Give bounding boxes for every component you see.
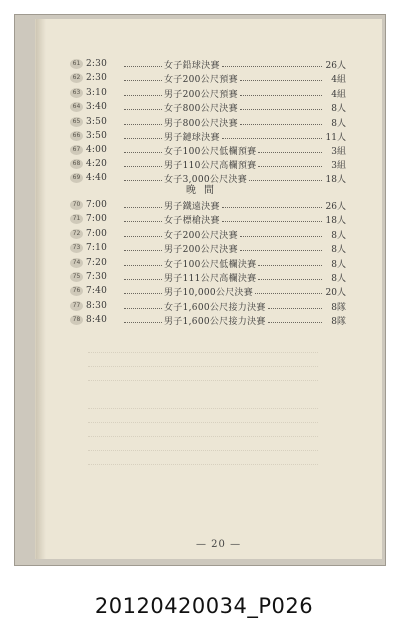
dot-leader xyxy=(124,244,162,251)
event-name: 女子3,000公尺決賽 xyxy=(164,174,248,185)
event-time: 7:00 xyxy=(86,200,108,210)
event-number-badge: 66 xyxy=(70,131,83,141)
schedule-row xyxy=(70,129,346,143)
dot-leader xyxy=(222,215,322,222)
dot-leader xyxy=(240,118,322,125)
dot-leader xyxy=(240,74,322,81)
event-time: 3:10 xyxy=(86,88,108,98)
dot-leader xyxy=(124,118,162,125)
event-time: 7:00 xyxy=(86,229,108,239)
dot-leader xyxy=(124,302,162,309)
schedule-row xyxy=(70,227,346,241)
event-number-badge: 67 xyxy=(70,145,83,155)
schedule-row xyxy=(70,256,346,270)
event-name: 男子110公尺高欄預賽 xyxy=(164,160,257,171)
schedule-row xyxy=(70,313,346,327)
event-time: 7:10 xyxy=(86,243,108,253)
page-number: — 20 — xyxy=(196,539,242,550)
event-number-badge: 77 xyxy=(70,301,83,311)
event-name: 女子1,600公尺接力決賽 xyxy=(164,302,266,313)
dot-leader xyxy=(124,201,162,208)
event-name: 男子800公尺決賽 xyxy=(164,118,238,129)
schedule-row xyxy=(70,299,346,313)
event-number-badge: 73 xyxy=(70,243,83,253)
event-entries: 8人 xyxy=(331,230,346,241)
page-spine-shadow xyxy=(36,19,46,559)
dot-leader xyxy=(240,244,322,251)
dot-leader xyxy=(268,302,322,309)
dot-leader xyxy=(124,146,162,153)
dot-leader xyxy=(249,174,322,181)
event-entries: 8人 xyxy=(331,103,346,114)
event-entries: 20人 xyxy=(325,287,346,298)
bleed-through-line xyxy=(88,366,318,368)
dot-leader xyxy=(258,259,322,266)
schedule-row xyxy=(70,284,346,298)
event-time: 2:30 xyxy=(86,73,108,83)
event-number-badge: 78 xyxy=(70,315,83,325)
dot-leader xyxy=(124,103,162,110)
dot-leader xyxy=(240,103,322,110)
event-time: 7:00 xyxy=(86,214,108,224)
dot-leader xyxy=(240,230,322,237)
dot-leader xyxy=(124,230,162,237)
bleed-through-line xyxy=(88,380,318,382)
dot-leader xyxy=(222,132,322,139)
event-number-badge: 72 xyxy=(70,229,83,239)
event-entries: 8人 xyxy=(331,118,346,129)
event-name: 女子鉛球決賽 xyxy=(164,60,220,71)
schedule-row xyxy=(70,143,346,157)
schedule-row xyxy=(70,57,346,71)
dot-leader xyxy=(124,215,162,222)
event-time: 8:30 xyxy=(86,301,108,311)
event-time: 7:30 xyxy=(86,272,108,282)
event-number-badge: 75 xyxy=(70,272,83,282)
event-time: 7:20 xyxy=(86,258,108,268)
event-entries: 18人 xyxy=(325,174,346,185)
event-entries: 3組 xyxy=(331,146,346,157)
bleed-through-line xyxy=(88,408,318,410)
dot-leader xyxy=(255,287,322,294)
event-number-badge: 76 xyxy=(70,286,83,296)
schedule-row xyxy=(70,86,346,100)
schedule-row xyxy=(70,241,346,255)
event-number-badge: 64 xyxy=(70,102,83,112)
event-entries: 3組 xyxy=(331,160,346,171)
dot-leader xyxy=(124,160,162,167)
event-number-badge: 62 xyxy=(70,73,83,83)
event-time: 7:40 xyxy=(86,286,108,296)
bleed-through-line xyxy=(88,436,318,438)
event-entries: 4組 xyxy=(331,74,346,85)
event-name: 男子鐵遠決賽 xyxy=(164,201,220,212)
archive-id-caption: 20120420034_P026 xyxy=(94,594,314,618)
dot-leader xyxy=(124,60,162,67)
event-entries: 8隊 xyxy=(331,316,346,327)
event-name: 女子標槍決賽 xyxy=(164,215,220,226)
dot-leader xyxy=(258,160,322,167)
dot-leader xyxy=(124,132,162,139)
event-time: 2:30 xyxy=(86,59,108,69)
schedule-row xyxy=(70,212,346,226)
bleed-through-line xyxy=(88,422,318,424)
event-number-badge: 71 xyxy=(70,214,83,224)
event-entries: 11人 xyxy=(325,132,346,143)
event-number-badge: 70 xyxy=(70,200,83,210)
schedule-row xyxy=(70,100,346,114)
dot-leader xyxy=(124,174,162,181)
schedule-row xyxy=(70,71,346,85)
event-name: 男子鏈球決賽 xyxy=(164,132,220,143)
event-time: 3:50 xyxy=(86,117,108,127)
dot-leader xyxy=(258,273,322,280)
schedule-row xyxy=(70,270,346,284)
event-time: 8:40 xyxy=(86,315,108,325)
event-entries: 18人 xyxy=(325,215,346,226)
dot-leader xyxy=(124,259,162,266)
schedule-row xyxy=(70,115,346,129)
event-number-badge: 69 xyxy=(70,173,83,183)
event-time: 3:40 xyxy=(86,102,108,112)
dot-leader xyxy=(124,287,162,294)
event-number-badge: 63 xyxy=(70,88,83,98)
dot-leader xyxy=(222,201,322,208)
event-time: 4:40 xyxy=(86,173,108,183)
event-entries: 26人 xyxy=(325,201,346,212)
dot-leader xyxy=(124,89,162,96)
event-time: 4:20 xyxy=(86,159,108,169)
dot-leader xyxy=(222,60,322,67)
event-number-badge: 74 xyxy=(70,258,83,268)
event-entries: 8隊 xyxy=(331,302,346,313)
event-time: 3:50 xyxy=(86,131,108,141)
dot-leader xyxy=(124,316,162,323)
schedule-row xyxy=(70,157,346,171)
event-name: 男子10,000公尺決賽 xyxy=(164,287,254,298)
bleed-through-line xyxy=(88,464,318,466)
event-number-badge: 68 xyxy=(70,159,83,169)
event-name: 男子200公尺預賽 xyxy=(164,89,238,100)
event-entries: 8人 xyxy=(331,273,346,284)
bleed-through-line xyxy=(88,450,318,452)
event-name: 男子1,600公尺接力決賽 xyxy=(164,316,266,327)
event-entries: 26人 xyxy=(325,60,346,71)
dot-leader xyxy=(124,74,162,81)
bleed-through-line xyxy=(88,352,318,354)
dot-leader xyxy=(124,273,162,280)
dot-leader xyxy=(258,146,322,153)
event-name: 女子200公尺決賽 xyxy=(164,230,238,241)
event-name: 女子200公尺預賽 xyxy=(164,74,238,85)
event-name: 男子111公尺高欄決賽 xyxy=(164,273,257,284)
schedule-row xyxy=(70,198,346,212)
dot-leader xyxy=(240,89,322,96)
event-entries: 4組 xyxy=(331,89,346,100)
event-time: 4:00 xyxy=(86,145,108,155)
event-number-badge: 61 xyxy=(70,59,83,69)
event-name: 女子800公尺決賽 xyxy=(164,103,238,114)
event-name: 男子200公尺決賽 xyxy=(164,244,238,255)
event-name: 女子100公尺低欄決賽 xyxy=(164,259,257,270)
event-number-badge: 65 xyxy=(70,117,83,127)
dot-leader xyxy=(268,316,322,323)
event-name: 女子100公尺低欄預賽 xyxy=(164,146,257,157)
event-entries: 8人 xyxy=(331,244,346,255)
event-entries: 8人 xyxy=(331,259,346,270)
evening-section-heading: 晚間 xyxy=(186,185,222,196)
